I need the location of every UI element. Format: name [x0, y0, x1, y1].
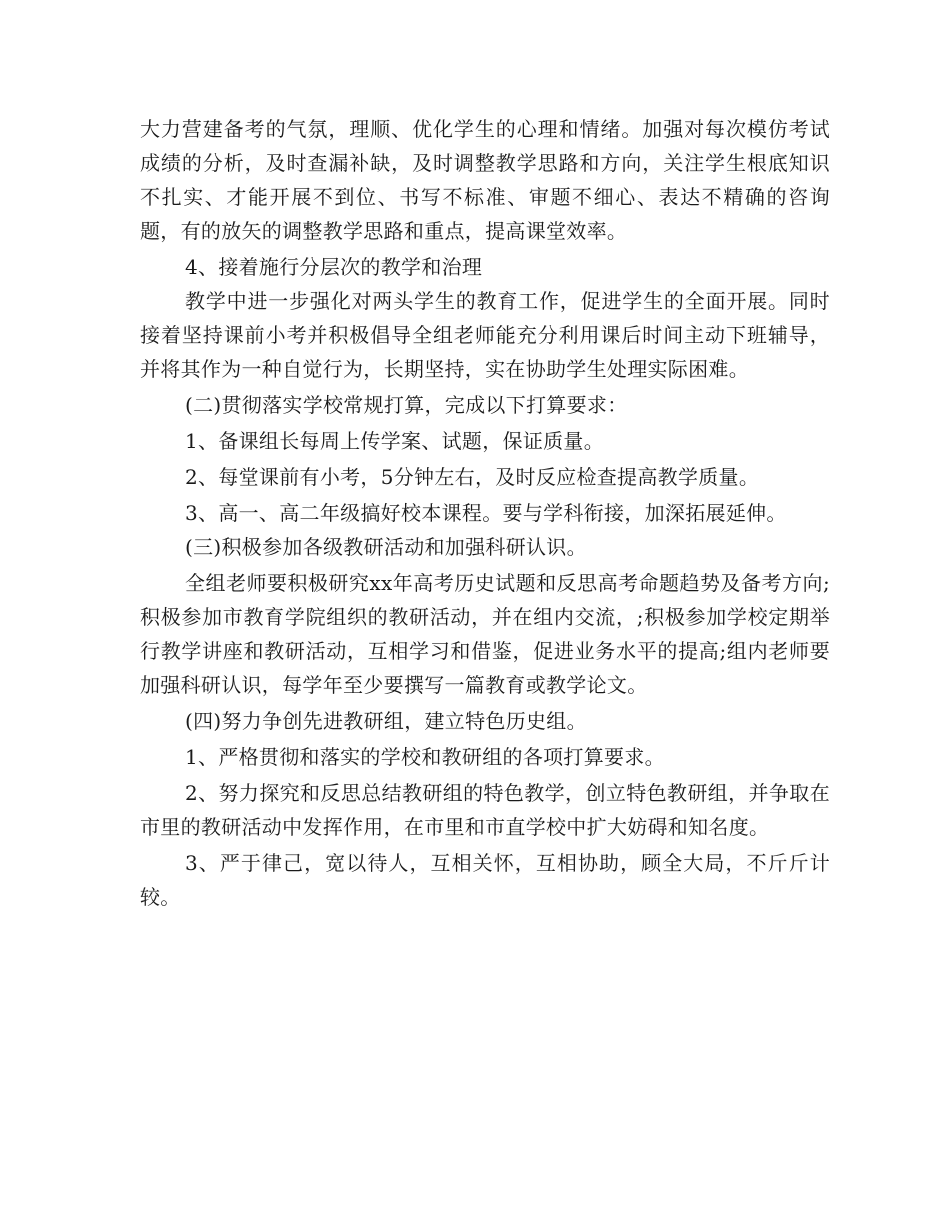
paragraph-section-two-heading: (二)贯彻落实学校常规打算，完成以下打算要求：: [185, 393, 628, 417]
paragraph-section-three-body: 全组老师要积极研究xx年高考历史试题和反思高考命题趋势及备考方向;积极参加市教育学院组织的教研活动，并在组内交流，;积极参加学校定期举行教学讲座和教研活动，互相学习和借鉴，促进业务水平的提高;组内老师要加强科研认识，每学年至少要撰写一篇教育或教学论文。: [140, 571, 830, 697]
paragraph-section-two-item-1: 1、备课组长每周上传学案、试题，保证质量。: [185, 429, 605, 453]
paragraph-section-four-item-1: 1、严格贯彻和落实的学校和教研组的各项打算要求。: [185, 745, 665, 769]
paragraph-section-four-item-3: 3、严于律己，宽以待人，互相关怀，互相协助，顾全大局，不斤斤计较。: [140, 851, 830, 909]
paragraph-section-two-item-3: 3、高一、高二年级搞好校本课程。要与学科衔接，加深拓展延伸。: [185, 501, 787, 525]
paragraph-section-four-item-2: 2、努力探究和反思总结教研组的特色教学，创立特色教研组，并争取在市里的教研活动中发挥作用，在市里和市直学校中扩大妨碍和知名度。: [140, 781, 830, 839]
paragraph-tiered-teaching-heading: 4、接着施行分层次的教学和治理: [185, 255, 483, 279]
paragraph-section-three-heading: (三)积极参加各级教研活动和加强科研认识。: [185, 535, 587, 559]
document-body: [140, 112, 830, 914]
paragraph-section-two-item-2: 2、每堂课前有小考，5分钟左右，及时反应检查提高教学质量。: [185, 465, 760, 489]
paragraph-exam-atmosphere: 大力营建备考的气氛，理顺、优化学生的心理和情绪。加强对每次模仿考试成绩的分析，及时查漏补缺，及时调整教学思路和方向，关注学生根底知识不扎实、才能开展不到位、书写不标准、审题不细心、表达不精确的咨询题，有的放矢的调整教学思路和重点，提高课堂效率。: [140, 117, 830, 243]
paragraph-section-four-heading: (四)努力争创先进教研组，建立特色历史组。: [185, 709, 587, 733]
paragraph-tiered-teaching-body: 教学中进一步强化对两头学生的教育工作，促进学生的全面开展。同时接着坚持课前小考并积极倡导全组老师能充分利用课后时间主动下班辅导，并将其作为一种自觉行为，长期坚持，实在协助学生处理实际困难。: [140, 289, 830, 381]
